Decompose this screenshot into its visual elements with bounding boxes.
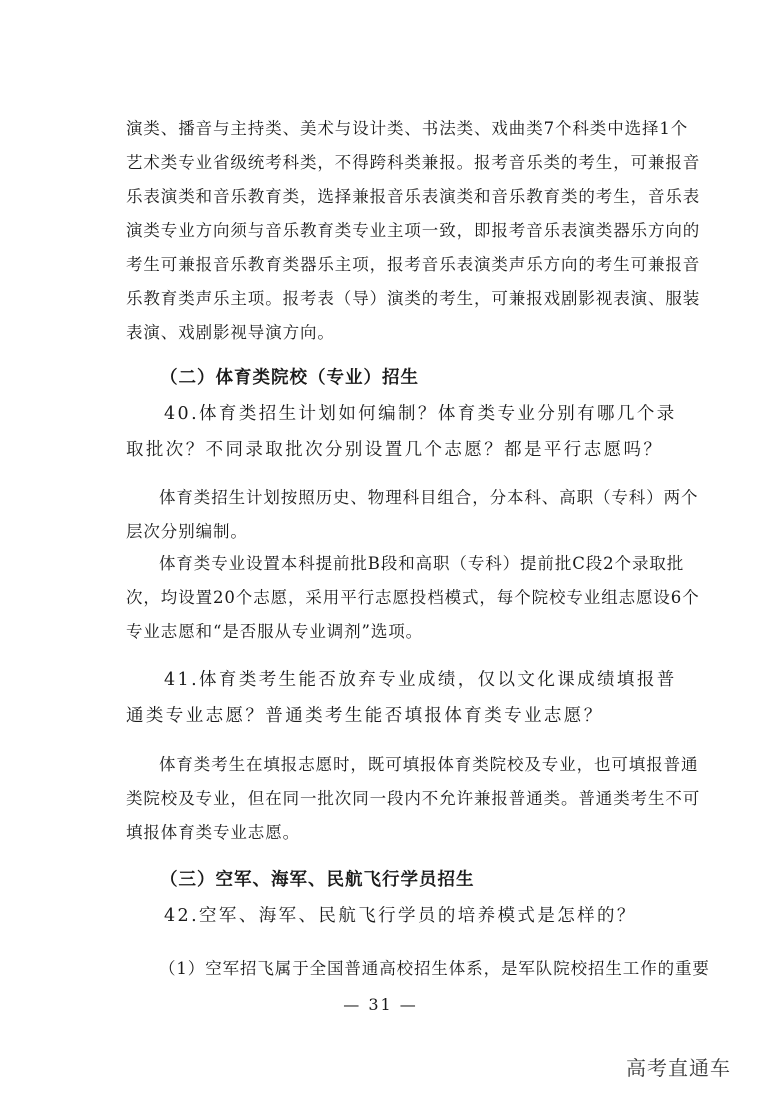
question-line: 40.体育类招生计划如何编制？体育类专业分别有哪几个录	[164, 404, 677, 424]
text-line: （1）空军招飞属于全国普通高校招生体系，是军队院校招生工作的重要	[159, 959, 710, 978]
text-line: 演类专业方向须与音乐教育类专业主项一致，即报考音乐表演类器乐方向的	[126, 221, 701, 240]
answer-40-batches	[126, 547, 700, 649]
question-41	[126, 662, 686, 734]
text-line: 层次分别编制。	[126, 522, 248, 541]
answer-41	[126, 748, 701, 850]
text-line: 艺术类专业省级统考科类，不得跨科类兼报。报考音乐类的考生，可兼报音	[126, 153, 701, 172]
question-42	[126, 898, 686, 934]
watermark: 高考直通车	[626, 1056, 731, 1080]
question-line: 41.体育类考生能否放弃专业成绩，仅以文化课成绩填报普	[164, 670, 677, 690]
section-heading-pilot: （三）空军、海军、民航飞行学员招生	[160, 870, 475, 890]
answer-42	[126, 952, 710, 986]
section-heading-sports: （二）体育类院校（专业）招生	[160, 368, 419, 388]
text-line: 填报体育类专业志愿。	[126, 823, 300, 842]
page-number: — 31 —	[343, 995, 418, 1014]
question-40	[126, 396, 686, 468]
text-line: 体育类考生在填报志愿时，既可填报体育类院校及专业，也可填报普通	[159, 755, 699, 774]
answer-40-plan	[126, 481, 699, 549]
text-line: 体育类招生计划按照历史、物理科目组合，分本科、高职（专科）两个	[159, 488, 699, 507]
text-line: 表演、戏剧影视导演方向。	[126, 323, 335, 342]
text-line: 专业志愿和“是否服从专业调剂”选项。	[126, 622, 424, 641]
text-line: 次，均设置20个志愿，采用平行志愿投档模式，每个院校专业组志愿设6个	[126, 588, 700, 607]
text-line: 考生可兼报音乐教育类器乐主项，报考音乐表演类声乐方向的考生可兼报音	[126, 255, 701, 274]
question-line: 取批次？不同录取批次分别设置几个志愿？都是平行志愿吗？	[126, 440, 664, 460]
question-line: 42.空军、海军、民航飞行学员的培养模式是怎样的？	[164, 906, 637, 926]
text-line: 体育类专业设置本科提前批B段和高职（专科）提前批C段2个录取批	[159, 554, 685, 573]
text-line: 演类、播音与主持类、美术与设计类、书法类、戏曲类7个科类中选择1个	[126, 119, 689, 138]
paragraph-art-categories	[126, 112, 701, 350]
question-line: 通类专业志愿？普通类考生能否填报体育类专业志愿？	[126, 706, 604, 726]
text-line: 类院校及专业，但在同一批次同一段内不允许兼报普通类。普通类考生不可	[126, 789, 701, 808]
text-line: 乐教育类声乐主项。报考表（导）演类的考生，可兼报戏剧影视表演、服装	[126, 289, 701, 308]
text-line: 乐表演类和音乐教育类，选择兼报音乐表演类和音乐教育类的考生，音乐表	[126, 187, 701, 206]
